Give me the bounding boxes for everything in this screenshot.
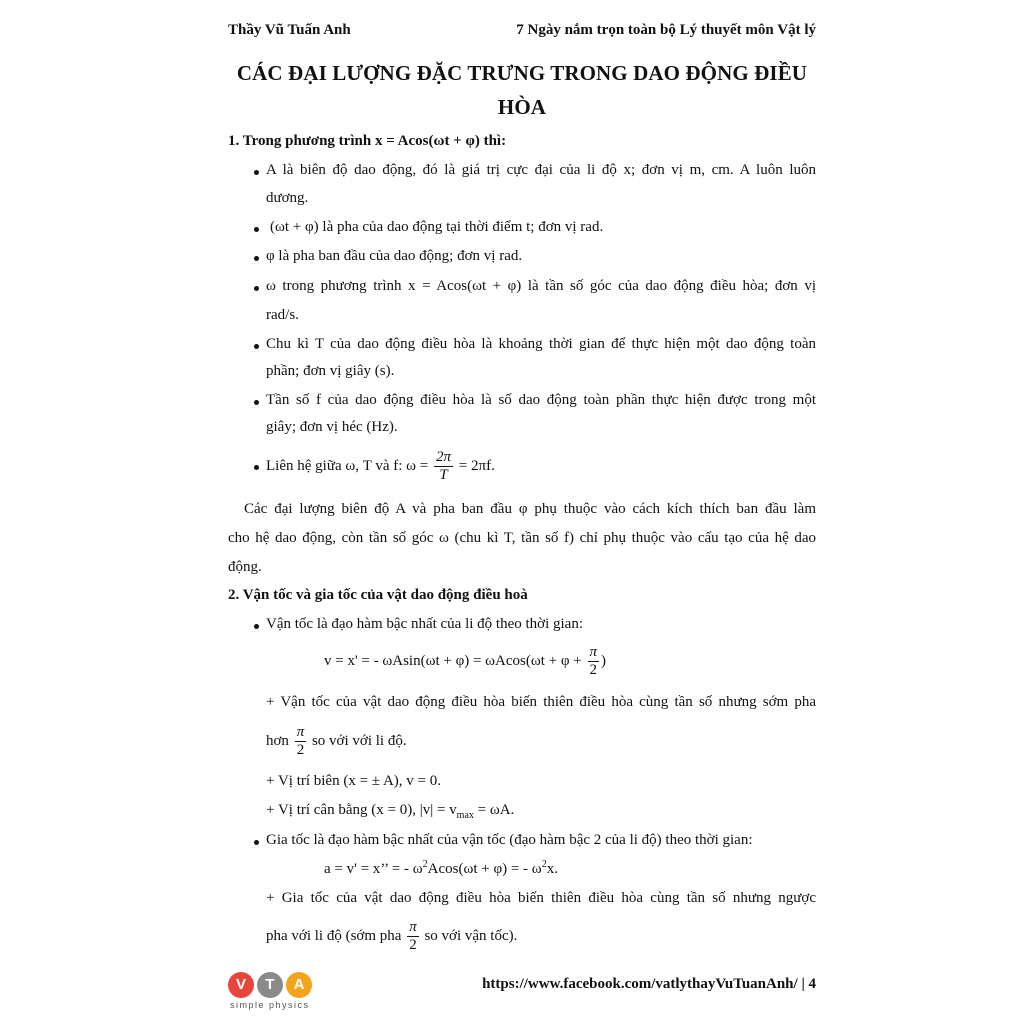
s1-bullet-4-cont: rad/s. bbox=[266, 307, 299, 323]
bullet bbox=[254, 256, 259, 261]
s1-bullet-2: (ωt + φ) là pha của dao động tại thời điểm t; đơn vị rad. bbox=[270, 219, 604, 235]
title-line-1: CÁC ĐẠI LƯỢNG ĐẶC TRƯNG TRONG DAO ĐỘNG ĐIỀU bbox=[236, 61, 808, 85]
fraction-numerator: 2π bbox=[436, 449, 452, 466]
s2-bullet-1: Vận tốc là đạo hàm bậc nhất của li độ theo thời gian: bbox=[266, 616, 583, 632]
acceleration-note-suffix: so với vận tốc). bbox=[424, 928, 518, 944]
bullet bbox=[254, 170, 259, 175]
bullet bbox=[254, 400, 259, 405]
bullet bbox=[254, 840, 259, 845]
bullet bbox=[254, 465, 259, 470]
subscript-max: max bbox=[456, 810, 474, 821]
fraction-2pi-over-T bbox=[434, 449, 453, 484]
fraction-numerator: π bbox=[589, 644, 598, 661]
velocity-note-line-1: + Vận tốc của vật dao động điều hòa biến thiên điều hòa cùng tần số nhưng sớm pha bbox=[266, 694, 816, 710]
header-author: Thầy Vũ Tuấn Anh bbox=[228, 22, 351, 38]
s1-bullet-3: φ là pha ban đầu của dao động; đơn vị rad. bbox=[266, 248, 523, 264]
acceleration-note-prefix: pha với li độ (sớm pha bbox=[266, 928, 402, 944]
page-number: | 4 bbox=[801, 976, 816, 992]
velocity-equation-close: ) bbox=[601, 653, 607, 669]
s1-bullet-5: Chu kì T của dao động điều hòa là khoảng thời gian để thực hiện một dao động toàn bbox=[266, 336, 816, 352]
velocity-equation-text: v = x' = - ωAsin(ωt + φ) = ωAcos(ωt + φ + bbox=[324, 653, 582, 669]
page-footer bbox=[482, 976, 816, 993]
section-1-heading: 1. Trong phương trình x = Acos(ωt + φ) thì: bbox=[228, 133, 507, 149]
acceleration-eq-part-1: a = v' = x’’ = - ω bbox=[324, 861, 423, 877]
s1-bullet-6: Tần số f của dao động điều hòa là số dao động toàn phần thực hiện được trong một bbox=[266, 392, 816, 408]
velocity-note-line-2 bbox=[266, 722, 407, 760]
acceleration-equation bbox=[324, 861, 558, 878]
acceleration-note-line-1: + Gia tốc của vật dao động điều hòa biến thiên điều hòa cùng tần số nhưng ngược bbox=[266, 890, 816, 906]
s1-bullet-7 bbox=[266, 447, 495, 485]
acceleration-eq-part-2: Acos(ωt + φ) = - ω bbox=[427, 861, 542, 877]
fraction-denominator: 2 bbox=[409, 937, 417, 954]
fraction-pi-over-2 bbox=[407, 919, 419, 954]
s1-bullet-1: A là biên độ dao động, đó là giá trị cực đại của li độ x; đơn vị m, cm. A luôn luôn bbox=[266, 162, 816, 178]
velocity-note-prefix: hơn bbox=[266, 733, 289, 749]
footer-link[interactable]: https://www.facebook.com/vatlythayVuTuanAnh/ bbox=[482, 976, 798, 992]
fraction-denominator: 2 bbox=[589, 662, 597, 679]
bullet bbox=[254, 624, 259, 629]
s2-bullet-2: Gia tốc là đạo hàm bậc nhất của vận tốc (đạo hàm bậc 2 của li độ) theo thời gian: bbox=[266, 832, 753, 848]
relation-prefix: Liên hệ giữa ω, T và f: ω = bbox=[266, 458, 429, 474]
fraction-denominator: 2 bbox=[296, 742, 305, 759]
bullet bbox=[254, 227, 259, 232]
velocity-at-amplitude: + Vị trí biên (x = ± A), v = 0. bbox=[266, 773, 441, 789]
superscript-2: 2 bbox=[422, 859, 428, 870]
logo-letter-v: V bbox=[228, 972, 254, 998]
acceleration-note-line-2 bbox=[266, 917, 517, 955]
fraction-numerator: π bbox=[296, 724, 305, 741]
page-title bbox=[228, 56, 816, 124]
s1-bullet-1-cont: dương. bbox=[266, 190, 309, 206]
fraction-denominator: T bbox=[439, 467, 448, 484]
acceleration-eq-part-3: x. bbox=[546, 861, 558, 877]
s1-paragraph-line-3: động. bbox=[228, 559, 262, 575]
fraction-pi-over-2 bbox=[588, 644, 600, 679]
relation-suffix: = 2πf. bbox=[458, 458, 495, 474]
equilibrium-text: + Vị trí cân bằng (x = 0), |v| = v bbox=[266, 802, 457, 818]
section-2-heading: 2. Vận tốc và gia tốc của vật dao động điều hoà bbox=[228, 587, 528, 603]
title-line-2: HÒA bbox=[497, 95, 547, 119]
bullet bbox=[254, 344, 259, 349]
fraction-pi-over-2 bbox=[295, 724, 307, 759]
equilibrium-value: = ωA. bbox=[477, 802, 515, 818]
velocity-note-suffix: so với với li độ. bbox=[311, 733, 407, 749]
s1-bullet-4: ω trong phương trình x = Acos(ωt + φ) là tần số góc của dao động điều hòa; đơn vị bbox=[266, 278, 816, 294]
document-page bbox=[228, 0, 816, 1024]
s1-paragraph-line-2: cho hệ dao động, còn tần số góc ω (chu kì T, tần số f) chỉ phụ thuộc vào cấu tạo của hệ dao bbox=[228, 530, 816, 546]
velocity-equation bbox=[324, 642, 606, 680]
s1-bullet-5-cont: phần; đơn vị giây (s). bbox=[266, 363, 395, 379]
s1-paragraph-line-1: Các đại lượng biên độ A và pha ban đầu φ phụ thuộc vào cách kích thích ban đầu làm bbox=[244, 501, 816, 517]
bullet bbox=[254, 286, 259, 291]
logo-letter-t: T bbox=[257, 972, 283, 998]
header-book-title: 7 Ngày nắm trọn toàn bộ Lý thuyết môn Vật lý bbox=[516, 22, 816, 38]
s1-bullet-6-cont: giây; đơn vị héc (Hz). bbox=[266, 419, 398, 435]
superscript-2: 2 bbox=[541, 859, 547, 870]
logo-tagline: simple physics bbox=[230, 1000, 310, 1010]
logo-letter-a: A bbox=[286, 972, 312, 998]
velocity-at-equilibrium bbox=[266, 802, 514, 819]
fraction-numerator: π bbox=[409, 919, 417, 936]
